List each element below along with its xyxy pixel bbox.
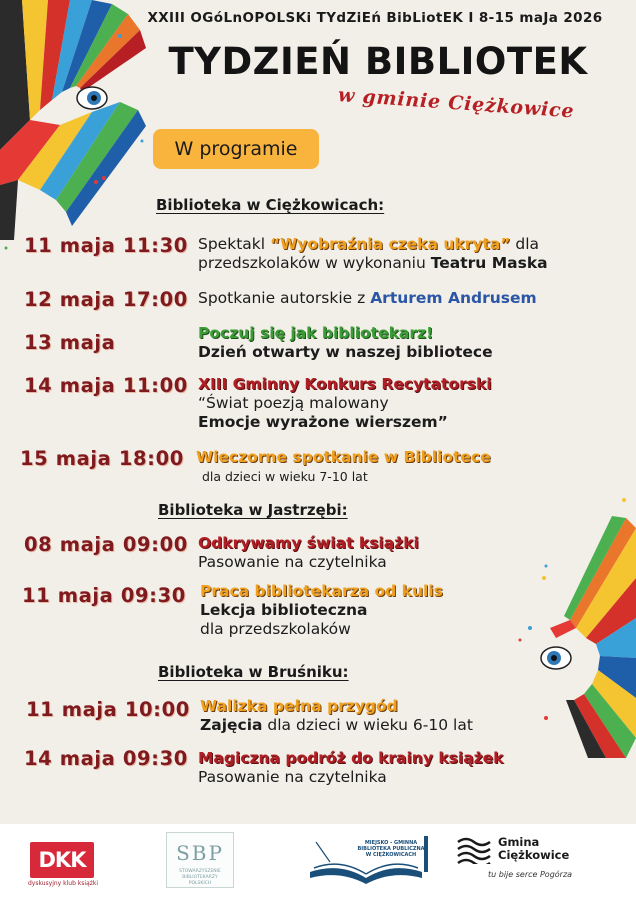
event-line-text: Dzień otwarty w naszej bibliotece — [198, 343, 493, 361]
event-line-text: “Świat poezją malowany — [198, 394, 389, 412]
event-performer: Teatru Maska — [430, 254, 548, 272]
event-description — [198, 289, 537, 308]
event-line-text: przedszkolaków w wykonaniu — [198, 254, 431, 272]
section-heading-ciezkowice: Biblioteka w Ciężkowicach: — [156, 196, 385, 214]
dkk-logo: DKK — [30, 842, 94, 878]
event-line: XXIII OGóLnOPOLSKi TYdZiEń BibLiotEK I 8-15 maJa 2026 — [147, 10, 603, 26]
gmina-name — [498, 836, 569, 862]
event-line-text: Spektakl — [198, 235, 270, 253]
event-description — [200, 697, 473, 735]
event-title: Poczuj się jak bibliotekarz! — [198, 324, 434, 342]
event-title: Walizka pełna przygód — [200, 697, 398, 715]
event-date: 14 maja 09:30 — [24, 747, 188, 770]
gmina-line1: Gmina — [498, 835, 540, 849]
event-date: 15 maja 18:00 — [20, 447, 184, 470]
sbp-logo — [166, 832, 234, 888]
sbp-logo-text: SBP — [176, 841, 224, 865]
event-title: Odkrywamy świat książki — [198, 534, 419, 552]
event-description — [198, 324, 493, 362]
section-heading-jastrzebia: Biblioteka w Jastrzębi: — [158, 501, 348, 519]
event-title: Praca bibliotekarza od kulis — [200, 582, 443, 600]
event-date: 08 maja 09:00 — [24, 533, 188, 556]
event-title: “Wyobraźnia czeka ukryta” — [269, 235, 511, 253]
page-subtitle: w gminie Ciężkowice — [337, 84, 576, 123]
gmina-line2: Ciężkowice — [498, 848, 570, 862]
event-title: Wieczorne spotkanie w Bibliotece — [196, 448, 491, 466]
event-description — [198, 235, 548, 273]
event-date: 12 maja 17:00 — [24, 288, 188, 311]
program-badge: W programie — [153, 129, 319, 169]
event-date: 13 maja — [24, 331, 116, 354]
event-line-text: dla — [510, 235, 540, 253]
gmina-tagline: tu bije serce Pogórza — [488, 870, 573, 879]
event-line-text: dla dzieci w wieku 6-10 lat — [262, 716, 473, 734]
dkk-caption: dyskusyjny klub książki — [27, 880, 99, 887]
event-date: 14 maja 11:00 — [24, 374, 188, 397]
sbp-caption: STOWARZYSZENIE BIBLIOTEKARZY POLSKICH — [179, 869, 221, 886]
event-description — [198, 534, 419, 572]
event-line-text: Pasowanie na czytelnika — [198, 553, 387, 571]
event-description — [200, 582, 443, 639]
event-line-text: Spotkanie autorskie z — [198, 289, 371, 307]
event-title: Magiczna podróż do krainy książek — [198, 749, 504, 767]
event-line-text: dla przedszkolaków — [200, 620, 351, 638]
event-date: 11 maja 11:30 — [24, 234, 188, 257]
library-caption: MIEJSKO - GMINNA BIBLIOTEKA PUBLICZNA W CIĘŻKOWICACH — [357, 840, 425, 858]
event-line-text: Lekcja biblioteczna — [200, 601, 368, 619]
event-description — [196, 448, 491, 486]
event-date: 11 maja 10:00 — [26, 698, 190, 721]
footer-logos — [0, 824, 636, 900]
event-line-text: dla dzieci w wieku 7-10 lat — [202, 469, 368, 484]
event-line-text: Emocje wyrażone wierszem” — [198, 413, 448, 431]
page-title: TYDZIEŃ BIBLIOTEK — [168, 40, 588, 83]
event-title: XIII Gminny Konkurs Recytatorski — [198, 375, 492, 393]
event-line-text: Pasowanie na czytelnika — [198, 768, 387, 786]
event-line-text: Zajęcia — [200, 716, 263, 734]
event-date: 11 maja 09:30 — [22, 584, 186, 607]
event-description — [198, 749, 504, 787]
event-description — [198, 375, 492, 432]
section-heading-brusnik: Biblioteka w Bruśniku: — [158, 663, 349, 681]
event-guest: Arturem Andrusem — [370, 289, 537, 307]
gmina-waves-logo — [456, 836, 492, 864]
